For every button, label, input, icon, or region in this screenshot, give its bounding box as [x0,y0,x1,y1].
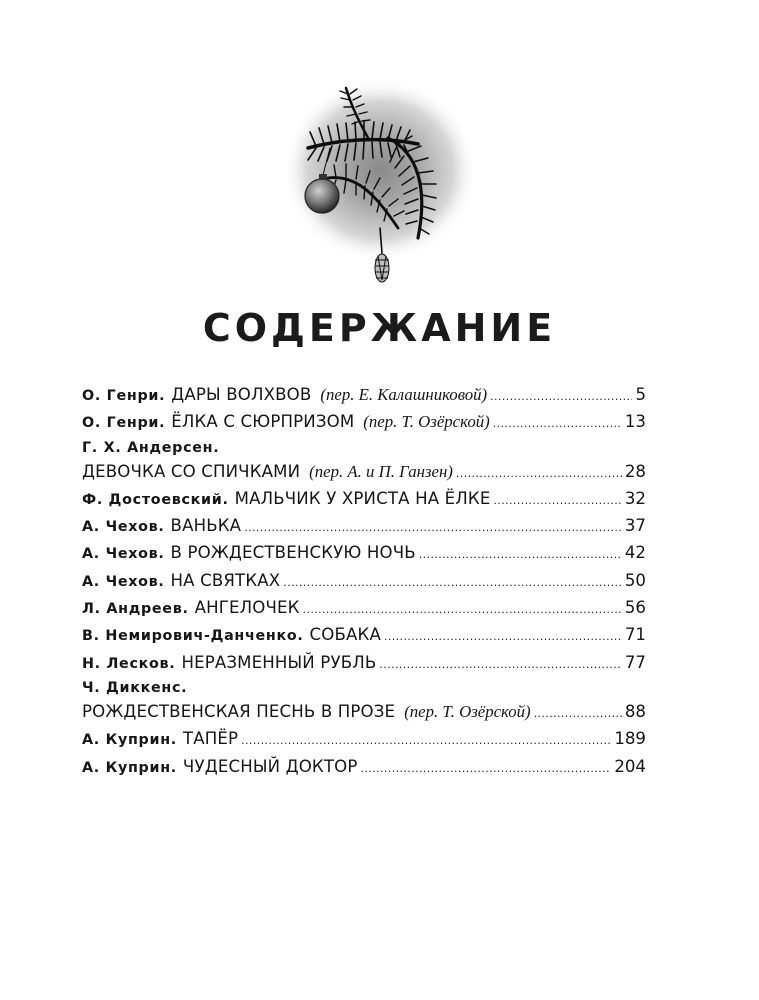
entry-title: АНГЕЛОЧЕК [194,598,300,618]
entry-page: 13 [624,412,646,432]
entry-page: 32 [624,488,646,508]
entry-page: 88 [624,701,646,721]
entry-title: СОБАКА [309,625,381,645]
entry-author: А. Куприн. [82,759,177,776]
toc-entry[interactable] [82,598,646,625]
dot-leader [493,494,621,507]
pine-cone-icon [375,254,389,282]
toc-entry[interactable] [82,625,646,652]
entry-translator: (пер. Е. Калашниковой) [320,385,488,404]
dot-leader [534,707,622,720]
entry-page: 42 [624,543,646,563]
dot-leader [361,762,612,775]
entry-title: ТАПЁР [182,729,239,749]
toc-entry[interactable] [82,412,646,439]
toc-entry[interactable] [82,757,646,784]
entry-title: НЕРАЗМЕННЫЙ РУБЛЬ [181,652,377,672]
dot-leader [283,576,622,589]
toc-entry-author-line [82,680,646,702]
entry-translator: (пер. Т. Озёрской) [404,701,531,721]
entry-translator: (пер. А. и П. Ганзен) [309,461,453,481]
dot-leader [456,467,622,480]
toc-entry-author-line [82,440,646,462]
entry-author: А. Куприн. [82,732,177,749]
toc-entry[interactable] [82,462,646,489]
entry-author: А. Чехов. [82,546,165,563]
page-title: СОДЕРЖАНИЕ [202,306,557,350]
entry-page: 28 [624,461,646,481]
dot-leader [493,417,622,430]
entry-title: РОЖДЕСТВЕНСКАЯ ПЕСНЬ В ПРОЗЕ [82,701,396,721]
entry-translator: (пер. Т. Озёрской) [363,412,490,432]
entry-title: ДАРЫ ВОЛХВОВ [171,385,312,404]
entry-author: В. Немирович-Данченко. [82,628,304,645]
toc-entry[interactable] [82,489,646,516]
entry-page: 71 [624,625,646,645]
entry-author: Г. Х. Андерсен. [82,439,220,456]
entry-author: А. Чехов. [82,519,165,536]
dot-leader [419,548,622,561]
entry-title: В РОЖДЕСТВЕНСКУЮ НОЧЬ [170,543,416,563]
entry-page: 189 [614,729,646,749]
entry-author: Ф. Достоевский. [82,491,229,508]
entry-author: Л. Андреев. [82,601,189,618]
entry-page: 50 [624,570,646,590]
dot-leader [384,630,622,643]
dot-leader [244,521,622,534]
entry-page: 204 [614,756,646,776]
entry-author: О. Генри. [82,415,166,432]
toc-entry[interactable] [82,516,646,543]
entry-title: ЁЛКА С СЮРПРИЗОМ [171,412,355,432]
entry-title: ЧУДЕСНЫЙ ДОКТОР [182,756,358,776]
toc-entry[interactable] [82,702,646,729]
entry-author: О. Генри. [82,388,166,404]
entry-title: МАЛЬЧИК У ХРИСТА НА ЁЛКЕ [234,488,491,508]
toc-entry[interactable] [82,653,646,680]
dot-leader [379,658,621,671]
fir-branch-illustration [268,78,490,290]
table-of-contents [82,385,646,784]
entry-title: ДЕВОЧКА СО СПИЧКАМИ [82,461,301,481]
toc-entry[interactable] [82,729,646,756]
entry-author: Ч. Диккенс. [82,679,188,696]
dot-leader [490,390,632,403]
entry-title: НА СВЯТКАХ [170,570,281,590]
entry-page: 56 [624,598,646,618]
dot-leader [241,734,611,747]
toc-entry[interactable] [82,543,646,570]
entry-page: 77 [624,652,646,672]
toc-entry[interactable] [82,571,646,598]
entry-title: ВАНЬКА [170,516,242,536]
entry-page: 37 [624,516,646,536]
dot-leader [303,603,622,616]
entry-page: 5 [635,385,646,404]
toc-entry[interactable] [82,385,646,412]
entry-author: А. Чехов. [82,573,165,590]
entry-author: Н. Лесков. [82,655,176,672]
